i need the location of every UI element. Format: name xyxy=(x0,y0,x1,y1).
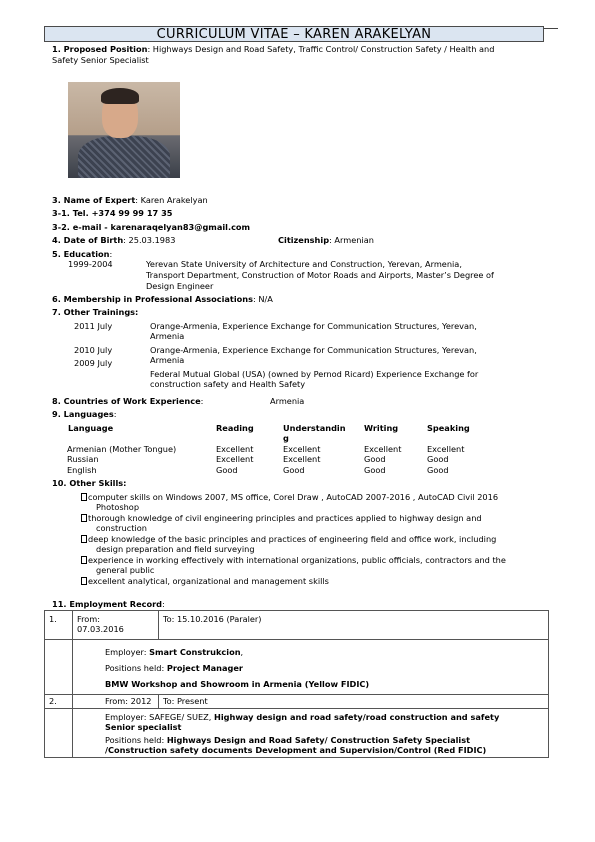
expert-email: 3-2. e-mail - karenaraqelyan83@gmail.com xyxy=(52,222,251,232)
lang-cell: English xyxy=(67,465,97,475)
lang-cell: Good xyxy=(364,465,386,475)
positions-line xyxy=(105,663,544,673)
photo-hair xyxy=(101,88,139,104)
employment-label: 11. Employment Record xyxy=(52,599,163,609)
training-line-1: Federal Mutual Global (USA) (owned by Pernod Ricard) Experience Exchange for xyxy=(150,369,479,379)
citizenship xyxy=(278,235,374,245)
skill-item xyxy=(81,513,482,523)
citizenship-label: Citizenship xyxy=(278,235,330,245)
photo-shirt xyxy=(78,136,170,178)
skill-line-2: construction xyxy=(96,523,147,533)
employer-label: Employer: xyxy=(105,647,150,657)
languages-colon: : xyxy=(113,409,117,419)
training-line-2: construction safety and Health Safety xyxy=(150,379,306,389)
membership-label: 6. Membership in Professional Associations xyxy=(52,294,253,304)
education-line-3: Design Engineer xyxy=(146,281,214,291)
date-of-birth xyxy=(52,235,175,245)
table-row xyxy=(45,640,549,695)
membership-value: : N/A xyxy=(252,294,273,304)
lang-header-writing: Writing xyxy=(364,423,399,433)
dob-value: : 25.03.1983 xyxy=(123,235,176,245)
education-heading xyxy=(52,249,112,259)
expert-name xyxy=(52,195,208,205)
lang-header-reading: Reading xyxy=(216,423,254,433)
lang-header-understanding: Understandin xyxy=(283,423,346,433)
bullet-box-icon xyxy=(81,556,87,564)
citizenship-value: : Armenian xyxy=(329,235,374,245)
positions-value-cont: /Construction safety documents Development and Supervision/Control (Red FIDIC) xyxy=(105,745,487,755)
proposed-position-value: : Highways Design and Road Safety, Traffic Control/ Construction Safety / Health and xyxy=(147,44,495,54)
dob-label: 4. Date of Birth xyxy=(52,235,124,245)
skill-item xyxy=(81,555,506,565)
positions-label: Positions held: xyxy=(105,663,167,673)
proposed-position-label: 1. Proposed Position xyxy=(52,44,148,54)
employer-name: Highway design and road safety/road construction and safety xyxy=(213,712,500,722)
lang-header-understanding-wrap: g xyxy=(283,433,289,443)
skill-line-2: Photoshop xyxy=(96,502,140,512)
skill-item xyxy=(81,492,498,502)
positions-value: Project Manager xyxy=(166,663,243,673)
countries-label: 8. Countries of Work Experience xyxy=(52,396,201,406)
skill-line-2: design preparation and field surveying xyxy=(96,544,255,554)
employment-colon: : xyxy=(162,599,165,609)
expert-name-label: 3. Name of Expert xyxy=(52,195,136,205)
bullet-box-icon xyxy=(81,535,87,543)
membership xyxy=(52,294,273,304)
countries-of-work xyxy=(52,396,203,406)
lang-header-speaking: Speaking xyxy=(427,423,470,433)
training-date: 2009 July xyxy=(74,358,113,368)
education-years: 1999-2004 xyxy=(68,259,113,269)
countries-value: Armenia xyxy=(270,396,305,406)
countries-colon: : xyxy=(200,396,204,406)
lang-header-language: Language xyxy=(68,423,114,433)
row-number: 1. xyxy=(45,611,73,640)
project-line: BMW Workshop and Showroom in Armenia (Yellow FIDIC) xyxy=(105,679,370,689)
training-line-1: Orange-Armenia, Experience Exchange for Communication Structures, Yerevan, xyxy=(150,345,477,355)
lang-cell: Excellent xyxy=(216,444,254,454)
from-label: From: xyxy=(77,614,101,624)
row-details xyxy=(73,709,549,758)
training-line-2: Armenia xyxy=(150,355,185,365)
skills-heading: 10. Other Skills: xyxy=(52,478,127,488)
row-spacer xyxy=(45,709,73,758)
row-to: To: 15.10.2016 (Paraler) xyxy=(159,611,549,640)
row-to: To: Present xyxy=(159,695,549,709)
title-rule xyxy=(544,28,558,29)
training-date: 2010 July xyxy=(74,345,113,355)
bullet-box-icon xyxy=(81,514,87,522)
expert-photo xyxy=(68,82,180,178)
positions-value: Highways Design and Road Safety/ Construction Safety Specialist xyxy=(166,735,471,745)
bullet-box-icon xyxy=(81,577,87,585)
cv-title: CURRICULUM VITAE – KAREN ARAKELYAN xyxy=(44,26,544,42)
skill-line-1: experience in working effectively with international organizations, public officials, contractors and the xyxy=(88,555,506,565)
skill-line-1: computer skills on Windows 2007, MS office, Corel Draw , AutoCAD 2007-2016 , AutoCAD Civil 2016 xyxy=(88,492,499,502)
proposed-position xyxy=(52,44,494,54)
employment-heading xyxy=(52,599,165,609)
skill-line-2: general public xyxy=(96,565,155,575)
row-from xyxy=(73,611,159,640)
employer-tail: , xyxy=(240,647,244,657)
employer-line xyxy=(105,647,544,657)
expert-name-value: : Karen Arakelyan xyxy=(135,195,208,205)
lang-cell: Good xyxy=(364,454,386,464)
lang-cell: Good xyxy=(427,454,449,464)
employer-line xyxy=(105,712,544,722)
table-row xyxy=(45,611,549,640)
lang-cell: Armenian (Mother Tongue) xyxy=(67,444,177,454)
lang-cell: Good xyxy=(427,465,449,475)
skill-item xyxy=(81,534,496,544)
lang-cell: Excellent xyxy=(283,454,321,464)
proposed-position-value-cont: Safety Senior Specialist xyxy=(52,55,149,65)
skill-line-1: deep knowledge of the basic principles and practices of engineering field and office work, including xyxy=(88,534,497,544)
positions-label: Positions held: xyxy=(105,735,167,745)
row-from: From: 2012 xyxy=(73,695,159,709)
trainings-heading: 7. Other Trainings: xyxy=(52,307,139,317)
languages-heading xyxy=(52,409,117,419)
lang-cell: Good xyxy=(216,465,238,475)
expert-tel: 3-1. Tel. +374 99 99 17 35 xyxy=(52,208,173,218)
positions-line xyxy=(105,735,544,745)
training-line-2: Armenia xyxy=(150,331,185,341)
lang-cell: Excellent xyxy=(427,444,465,454)
bullet-box-icon xyxy=(81,493,87,501)
lang-cell: Excellent xyxy=(283,444,321,454)
training-line-1: Orange-Armenia, Experience Exchange for Communication Structures, Yerevan, xyxy=(150,321,477,331)
employer-name-cont: Senior specialist xyxy=(105,722,182,732)
education-line-1: Yerevan State University of Architecture and Construction, Yerevan, Armenia, xyxy=(146,259,462,269)
row-spacer xyxy=(45,640,73,695)
table-row xyxy=(45,709,549,758)
skill-line-1: excellent analytical, organizational and management skills xyxy=(88,576,329,586)
training-date: 2011 July xyxy=(74,321,113,331)
from-date: 07.03.2016 xyxy=(77,624,124,634)
lang-cell: Good xyxy=(283,465,305,475)
lang-cell: Excellent xyxy=(364,444,402,454)
row-number: 2. xyxy=(45,695,73,709)
lang-cell: Russian xyxy=(67,454,99,464)
row-details xyxy=(73,640,549,695)
employment-table xyxy=(44,610,549,758)
skill-line-1: thorough knowledge of civil engineering principles and practices applied to highway design and xyxy=(88,513,482,523)
table-row xyxy=(45,695,549,709)
employer-label: Employer: SAFEGE/ SUEZ, xyxy=(105,712,214,722)
education-colon: : xyxy=(109,249,113,259)
lang-cell: Excellent xyxy=(216,454,254,464)
languages-label: 9. Languages xyxy=(52,409,114,419)
education-label: 5. Education xyxy=(52,249,110,259)
education-line-2: Transport Department, Construction of Motor Roads and Airports, Master’s Degree of xyxy=(146,270,494,280)
employer-name: Smart Construkcion xyxy=(149,647,241,657)
skill-item xyxy=(81,576,329,586)
